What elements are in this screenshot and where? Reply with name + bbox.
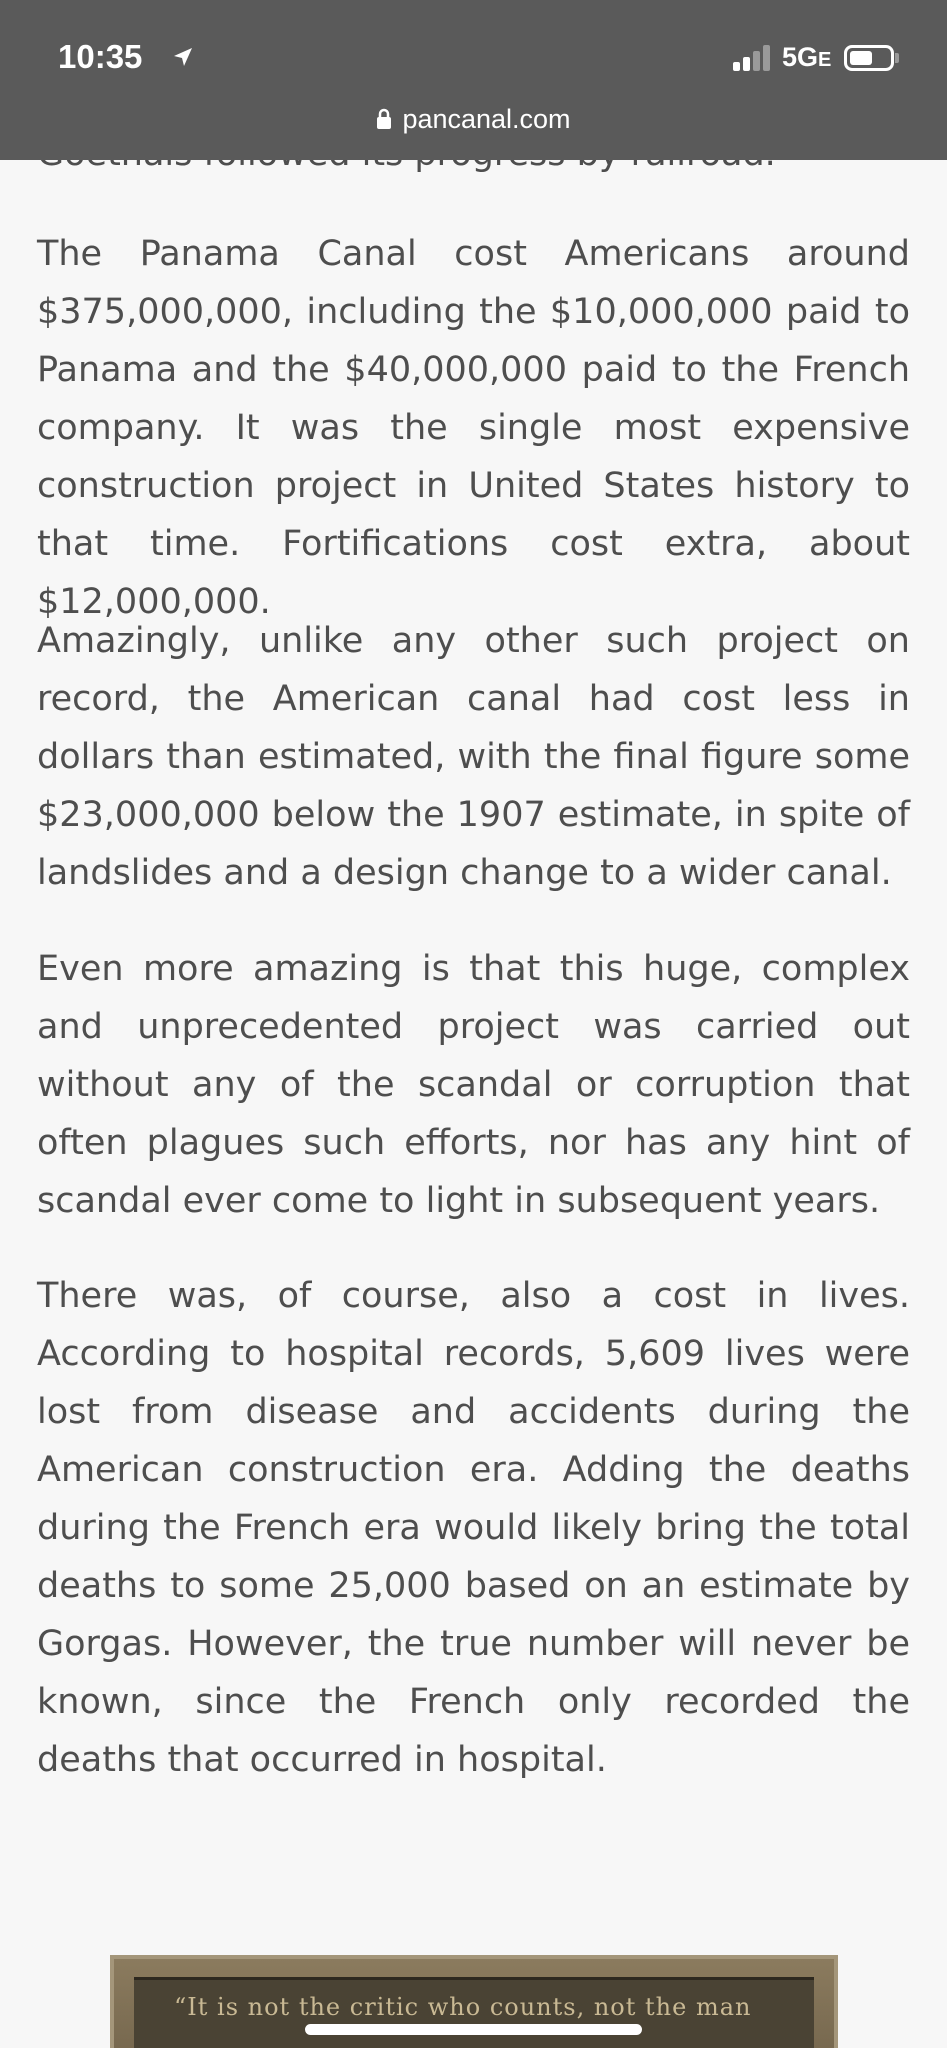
network-indicator — [782, 42, 831, 73]
url-text: pancanal.com — [402, 104, 571, 134]
battery-level — [850, 51, 872, 65]
network-type: 5G — [782, 42, 819, 72]
network-subtype: E — [818, 49, 832, 71]
article-paragraph-scandal: Even more amazing is that this huge, complex and unprecedented project was carried out without any of the scandal or corruption that often plagues such efforts, nor has any hint of scandal ever come to light in subsequent years. — [37, 949, 910, 1221]
cellular-signal-icon — [733, 44, 777, 76]
plaque-inscription: “It is not the critic who counts, not the man — [174, 1993, 752, 2021]
location-arrow-icon — [172, 46, 194, 72]
article-paragraph-cost: The Panama Canal cost Americans around $375,000,000, including the $10,000,000 paid to Panama and the $40,000,000 paid to the French company. It was the single most expensive construction project in United States history to that time. Fortifications cost extra, about $12,000,000. — [37, 234, 910, 622]
battery-tip — [895, 53, 899, 63]
lock-icon — [376, 106, 392, 137]
article-paragraph-lives: There was, of course, also a cost in lives. According to hospital records, 5,609 lives were lost from disease and accidents during the American construction era. Adding the deaths during the French era would likely bring the total deaths to some 25,000 based on an estimate by Gorgas. However, the true number will never be known, since the French only recorded the deaths that occurred in hospital. — [37, 1276, 910, 1780]
article-paragraph-estimate: Amazingly, unlike any other such project on record, the American canal had cost less in dollars than estimated, with the final figure some $23,000,000 below the 1907 estimate, in spite of landslides and a design change to a wider canal. — [37, 621, 910, 893]
battery-icon — [844, 45, 894, 71]
home-indicator[interactable] — [305, 2024, 642, 2035]
clock: 10:35 — [58, 38, 143, 75]
status-bar — [0, 0, 947, 160]
address-bar[interactable] — [0, 104, 947, 137]
